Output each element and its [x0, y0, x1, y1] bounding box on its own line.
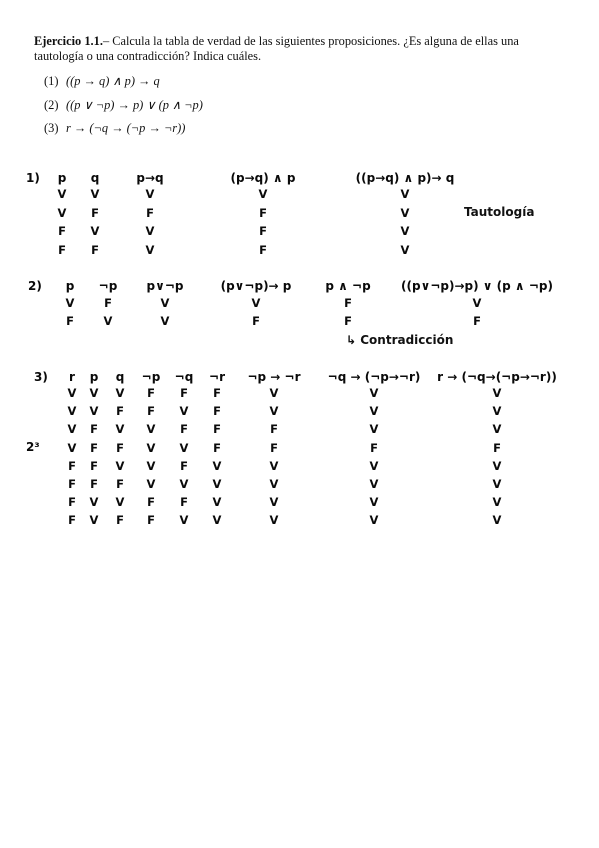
t3-side-mark: 2³: [26, 440, 40, 454]
t3-cell: F: [90, 422, 98, 437]
t3-cell: V: [115, 422, 125, 437]
t1-note: Tautología: [464, 205, 535, 219]
t1-cell: V: [400, 224, 410, 238]
t3-cell: F: [68, 458, 76, 473]
t2-cell: F: [344, 314, 352, 328]
t3-cell: V: [369, 386, 379, 400]
exercise-statement-line2: tautología o una contradicción? Indica cuáles.: [34, 49, 262, 63]
t3-cell: V: [67, 440, 77, 455]
t1-cell: V: [145, 242, 155, 257]
t3-cell: V: [492, 458, 502, 473]
t3-cell: V: [115, 458, 125, 473]
t3-cell: F: [68, 477, 76, 491]
t2-header: p∨¬p: [146, 279, 184, 293]
t3-cell: V: [492, 404, 502, 419]
t3-cell: V: [269, 404, 279, 419]
proposition-number: (3): [44, 121, 59, 135]
t3-header: r: [69, 370, 75, 384]
t3-cell: F: [116, 513, 124, 528]
t1-cell: F: [259, 224, 267, 238]
t3-cell: F: [180, 386, 188, 400]
t3-cell: F: [213, 422, 221, 437]
t1-cell: V: [145, 224, 155, 238]
t3-cell: V: [212, 477, 222, 491]
t2-cell: V: [65, 296, 75, 310]
t3-cell: V: [269, 513, 279, 528]
t3-cell: V: [146, 422, 156, 437]
t3-cell: V: [369, 404, 379, 419]
t3-cell: F: [147, 404, 155, 419]
t3-cell: F: [147, 495, 155, 510]
t1-label: 1): [26, 171, 40, 185]
t3-cell: V: [67, 404, 77, 419]
t3-header: p: [89, 370, 99, 384]
t3-cell: V: [115, 386, 125, 400]
t3-cell: F: [180, 495, 188, 510]
t2-cell: V: [160, 296, 170, 310]
proposition-formula: r → (¬q → (¬p → ¬r)): [66, 121, 186, 135]
t3-cell: F: [147, 386, 155, 400]
t3-cell: V: [212, 458, 222, 473]
t2-cell: F: [473, 314, 481, 328]
t3-header: ¬q → (¬p→¬r): [327, 370, 421, 384]
exercise-statement: [34, 34, 589, 64]
t3-cell: V: [146, 477, 156, 491]
t3-cell: V: [89, 513, 99, 528]
t1-cell: V: [400, 205, 410, 220]
t3-cell: V: [492, 422, 502, 437]
t3-cell: F: [116, 440, 124, 455]
t1-cell: F: [58, 242, 66, 257]
t3-cell: F: [90, 440, 98, 455]
t3-cell: F: [370, 440, 378, 455]
t1-header: p: [57, 171, 67, 185]
t3-cell: V: [269, 386, 279, 400]
t3-cell: V: [269, 458, 279, 473]
t3-cell: V: [492, 495, 502, 510]
t3-cell: F: [116, 477, 124, 491]
t2-cell: V: [472, 296, 482, 310]
t3-cell: V: [269, 477, 279, 491]
t3-cell: V: [369, 495, 379, 510]
t3-cell: V: [269, 495, 279, 510]
t3-cell: V: [179, 440, 189, 455]
t3-cell: V: [179, 513, 189, 528]
t1-cell: V: [258, 187, 268, 201]
t1-cell: V: [145, 187, 155, 201]
t3-cell: V: [89, 495, 99, 510]
t2-cell: F: [344, 296, 352, 310]
t3-header: r → (¬q→(¬p→¬r)): [437, 370, 557, 384]
t1-header: ((p→q) ∧ p)→ q: [355, 171, 455, 185]
proposition-3: [44, 121, 185, 136]
t1-header: (p→q) ∧ p: [230, 171, 296, 185]
t3-label: 3): [34, 370, 48, 384]
t3-cell: V: [179, 404, 189, 419]
t1-cell: V: [400, 187, 410, 201]
proposition-formula: ((p → q) ∧ p) → q: [66, 74, 160, 88]
t2-cell: F: [66, 314, 74, 328]
t3-cell: F: [147, 513, 155, 528]
t3-cell: F: [213, 440, 221, 455]
t2-header: p: [65, 279, 75, 293]
t3-cell: V: [67, 422, 77, 437]
t3-cell: V: [369, 458, 379, 473]
t2-cell: V: [251, 296, 261, 310]
t3-cell: F: [213, 386, 221, 400]
t2-note: ↳ Contradicción: [346, 333, 454, 347]
t1-cell: F: [91, 205, 99, 220]
proposition-1: [44, 73, 160, 89]
t3-cell: V: [369, 477, 379, 491]
t1-cell: V: [57, 205, 67, 220]
t3-cell: V: [492, 513, 502, 528]
t2-label: 2): [28, 279, 42, 293]
proposition-formula: ((p ∨ ¬p) → p) ∨ (p ∧ ¬p): [66, 98, 203, 112]
t1-cell: F: [146, 205, 154, 220]
t3-header: ¬q: [174, 370, 194, 384]
t1-cell: V: [90, 224, 100, 238]
t3-cell: V: [89, 404, 99, 419]
t2-cell: F: [104, 296, 112, 310]
t3-cell: V: [212, 495, 222, 510]
t3-cell: F: [270, 440, 278, 455]
t3-cell: F: [68, 495, 76, 510]
t1-cell: F: [259, 242, 267, 257]
t3-cell: F: [270, 422, 278, 437]
t3-header: ¬p: [141, 370, 161, 384]
t2-header: p ∧ ¬p: [325, 279, 371, 293]
t3-cell: V: [67, 386, 77, 400]
t3-cell: V: [146, 458, 156, 473]
t3-cell: V: [369, 422, 379, 437]
t2-header: (p∨¬p)→ p: [220, 279, 292, 293]
t3-cell: F: [90, 477, 98, 491]
exercise-title: Ejercicio 1.1.: [34, 34, 103, 48]
t1-cell: F: [91, 242, 99, 257]
t3-cell: V: [492, 386, 502, 400]
t3-header: ¬r: [209, 370, 225, 384]
t3-cell: F: [213, 404, 221, 419]
t1-cell: V: [57, 187, 67, 201]
t2-cell: V: [103, 314, 113, 328]
t2-cell: V: [160, 314, 170, 328]
t3-cell: F: [68, 513, 76, 528]
t3-cell: V: [146, 440, 156, 455]
t3-cell: F: [180, 422, 188, 437]
t3-cell: V: [212, 513, 222, 528]
proposition-number: (1): [44, 74, 59, 88]
t1-header: p→q: [136, 171, 164, 185]
proposition-number: (2): [44, 98, 59, 112]
t1-cell: V: [400, 242, 410, 257]
t2-header: ((p∨¬p)→p) ∨ (p ∧ ¬p): [401, 279, 553, 293]
t3-cell: F: [180, 458, 188, 473]
t3-cell: F: [116, 404, 124, 419]
t3-header: ¬p → ¬r: [247, 370, 301, 384]
t3-header: q: [115, 370, 125, 384]
t1-cell: F: [58, 224, 66, 238]
t3-cell: V: [369, 513, 379, 528]
t3-cell: V: [179, 477, 189, 491]
t3-cell: V: [492, 477, 502, 491]
t3-cell: V: [89, 386, 99, 400]
t1-cell: V: [90, 187, 100, 201]
t3-cell: F: [493, 440, 501, 455]
t2-cell: F: [252, 314, 260, 328]
t1-header: q: [90, 171, 100, 185]
t1-cell: F: [259, 205, 267, 220]
t3-cell: V: [115, 495, 125, 510]
t2-header: ¬p: [98, 279, 118, 293]
t3-cell: F: [90, 458, 98, 473]
proposition-2: [44, 97, 203, 113]
exercise-statement-line1: – Calcula la tabla de verdad de las siguientes proposiciones. ¿Es alguna de ellas una: [102, 34, 519, 48]
